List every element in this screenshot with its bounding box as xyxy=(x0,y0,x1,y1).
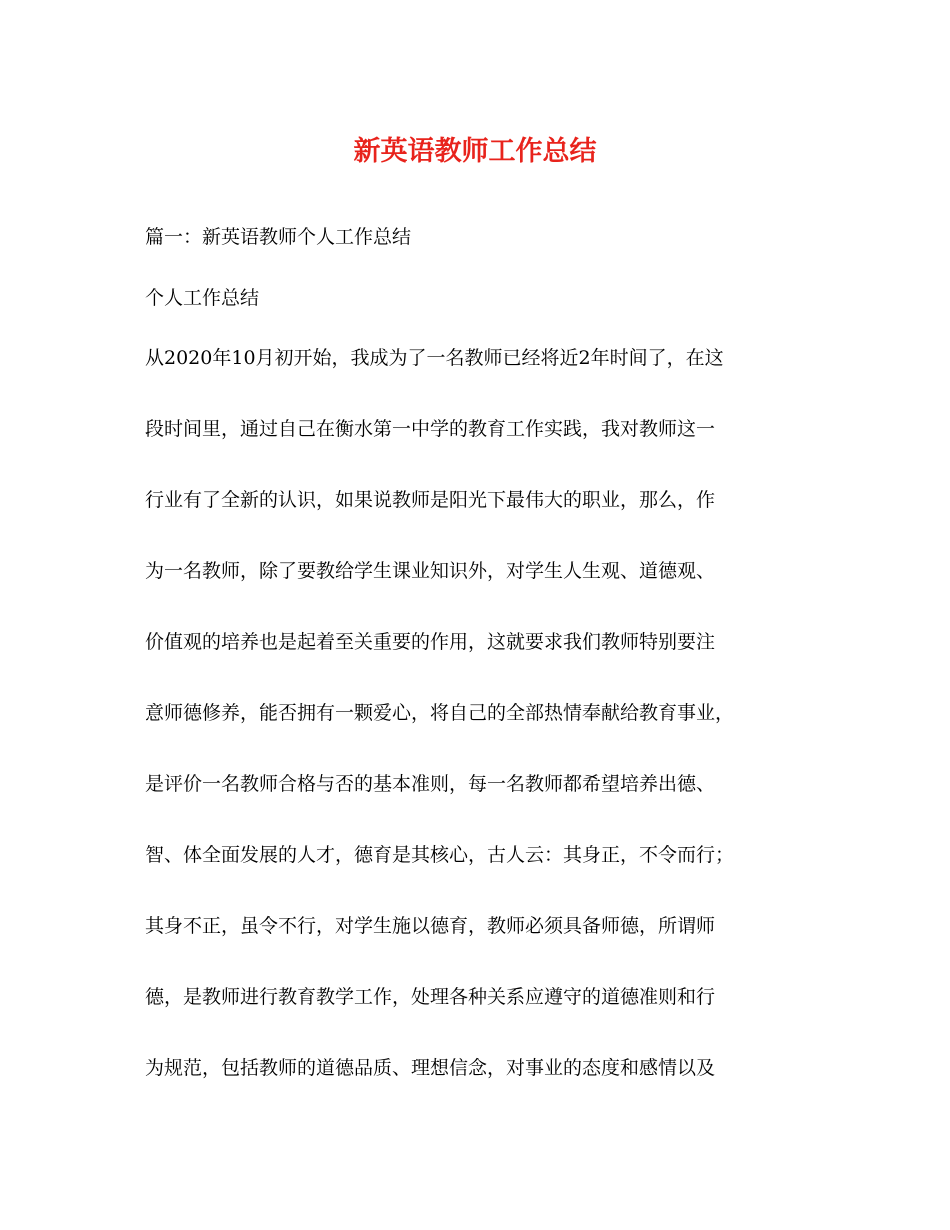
body-line: 段时间里，通过自己在衡水第一中学的教育工作实践，我对教师这一 xyxy=(145,418,716,440)
body-line: 是评价一名教师合格与否的基本准则，每一名教师都希望培养出德、 xyxy=(145,773,716,795)
section-heading: 篇一：新英语教师个人工作总结 xyxy=(145,226,412,248)
sub-heading: 个人工作总结 xyxy=(145,287,260,309)
body-line: 为一名教师，除了要教给学生课业知识外，对学生人生观、道德观、 xyxy=(145,560,716,582)
document-title: 新英语教师工作总结 xyxy=(353,136,597,167)
body-line: 从2020年10月初开始，我成为了一名教师已经将近2年时间了，在这 xyxy=(145,347,724,369)
body-line: 意师德修养，能否拥有一颗爱心，将自己的全部热情奉献给教育事业， xyxy=(145,702,735,724)
body-line: 价值观的培养也是起着至关重要的作用，这就要求我们教师特别要注 xyxy=(145,631,716,653)
body-line: 德，是教师进行教育教学工作，处理各种关系应遵守的道德准则和行 xyxy=(145,986,716,1008)
body-line: 行业有了全新的认识，如果说教师是阳光下最伟大的职业，那么，作 xyxy=(145,489,716,511)
body-line: 其身不正，虽令不行，对学生施以德育，教师必须具备师德，所谓师 xyxy=(145,915,716,937)
body-line: 为规范，包括教师的道德品质、理想信念，对事业的态度和感情以及 xyxy=(145,1057,716,1079)
body-line: 智、体全面发展的人才，德育是其核心，古人云：其身正，不令而行； xyxy=(145,844,735,866)
